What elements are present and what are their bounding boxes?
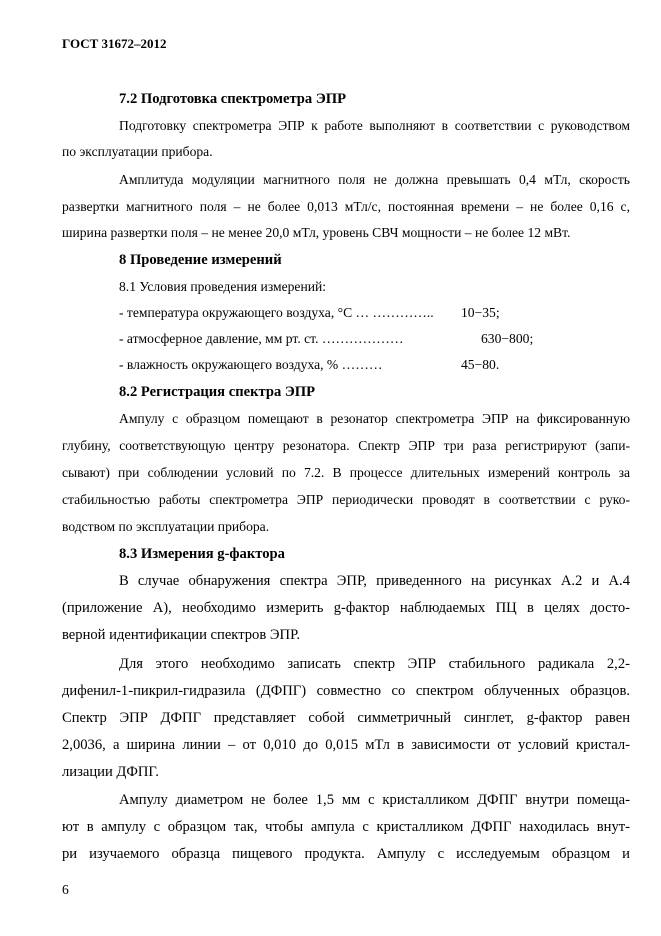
section-8-title: 8 Проведение измерений bbox=[119, 252, 282, 268]
s83-p1-line-3: верной идентификации спектров ЭПР. bbox=[62, 627, 301, 643]
s82-line-2: глубину, соответствующую центру резонатора. Спектр ЭПР три раза регистрируют (запи- bbox=[62, 438, 630, 453]
condition-pressure-label: - атмосферное давление, мм рт. ст. ……………… bbox=[119, 331, 404, 346]
s82-line-1: Ампулу с образцом помещают в резонатор спектрометра ЭПР на фиксированную bbox=[119, 411, 630, 426]
condition-pressure-value: 630−800; bbox=[481, 331, 534, 346]
s72-p1-line-2: по эксплуатации прибора. bbox=[62, 144, 213, 159]
s83-p3-line-1: Ампулу диаметром не более 1,5 мм с кристалликом ДФПГ внутри помеща- bbox=[119, 792, 630, 808]
s83-p3-line-2: ют в ампулу с образцом так, чтобы ампула с кристалликом ДФПГ находилась внут- bbox=[62, 819, 630, 835]
section-8-1-title: 8.1 Условия проведения измерений: bbox=[119, 279, 327, 294]
section-7-2-title: 7.2 Подготовка спектрометра ЭПР bbox=[119, 91, 347, 107]
s72-p2-line-1: Амплитуда модуляции магнитного поля не должна превышать 0,4 мТл, скорость bbox=[119, 172, 630, 187]
s82-line-5: водством по эксплуатации прибора. bbox=[62, 519, 270, 534]
standard-header: ГОСТ 31672–2012 bbox=[62, 36, 167, 51]
condition-humidity-value: 45−80. bbox=[461, 357, 500, 372]
s82-line-3: сывают) при соблюдении условий по 7.2. В процессе длительных измерений контроль за bbox=[62, 465, 630, 480]
section-8-2-title: 8.2 Регистрация спектра ЭПР bbox=[119, 384, 316, 400]
s83-p2-line-4: 2,0036, а ширина линии – от 0,010 до 0,015 мТл в зависимости от условий кристал- bbox=[62, 737, 630, 753]
s83-p2-line-1: Для этого необходимо записать спектр ЭПР стабильного радикала 2,2- bbox=[119, 656, 630, 672]
page-number: 6 bbox=[62, 882, 69, 897]
s83-p1-line-1: В случае обнаружения спектра ЭПР, приведенного на рисунках А.2 и А.4 bbox=[119, 573, 630, 589]
s82-line-4: стабильностью работы спектрометра ЭПР периодически проводят в соответствии с руко- bbox=[62, 492, 630, 507]
s83-p2-line-3: Спектр ЭПР ДФПГ представляет собой симметричный синглет, g-фактор равен bbox=[62, 710, 630, 726]
s83-p2-line-5: лизации ДФПГ. bbox=[62, 764, 159, 780]
section-8-3-title: 8.3 Измерения g-фактора bbox=[119, 546, 285, 562]
s72-p1-line-1: Подготовку спектрометра ЭПР к работе выполняют в соответствии с руководством bbox=[119, 118, 630, 133]
s83-p1-line-2: (приложение А), необходимо измерить g-фактор наблюдаемых ПЦ в целях досто- bbox=[62, 600, 630, 616]
condition-humidity-label: - влажность окружающего воздуха, % ……… bbox=[119, 357, 383, 372]
s83-p2-line-2: дифенил-1-пикрил-гидразила (ДФПГ) совместно со спектром облученных образцов. bbox=[62, 683, 630, 699]
s72-p2-line-2: развертки магнитного поля – не более 0,013 мТл/с, постоянная времени – не более 0,16 с, bbox=[62, 199, 630, 214]
condition-temperature-value: 10−35; bbox=[461, 305, 500, 320]
s72-p2-line-3: ширина развертки поля – не менее 20,0 мТл, уровень СВЧ мощности – не более 12 мВт. bbox=[62, 225, 571, 240]
condition-temperature-label: - температура окружающего воздуха, °С … ………….. bbox=[119, 305, 434, 320]
s83-p3-line-3: ри изучаемого образца пищевого продукта. Ампулу с исследуемым образцом и bbox=[62, 846, 630, 862]
